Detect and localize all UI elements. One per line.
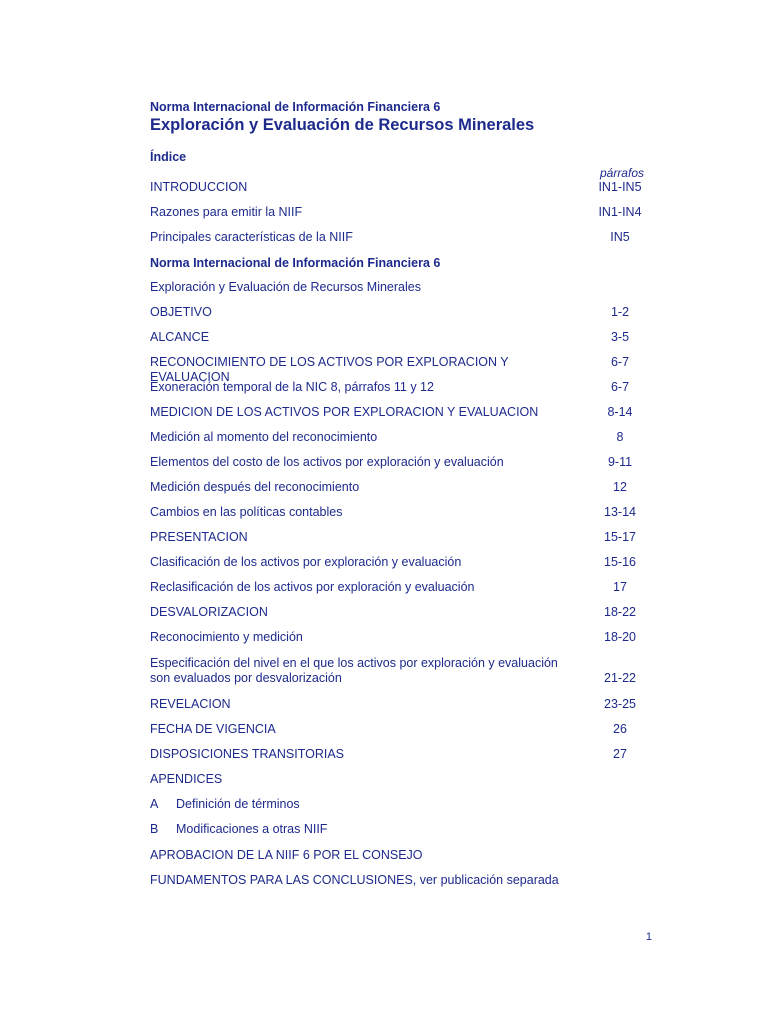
toc-paragraph-ref: 1-2 [610,305,630,319]
toc-entry-title [150,697,585,712]
standard-kicker: Norma Internacional de Información Financiera 6 [150,100,441,114]
toc-entry-title [150,822,585,837]
appendix-letter: B [150,822,159,836]
appendix-title: Modificaciones a otras NIIF [176,822,328,836]
toc-entry-text: Exploración y Evaluación de Recursos Minerales [150,280,421,294]
toc-entry-title [150,180,585,195]
toc-entry-text: DESVALORIZACION [150,605,268,619]
toc-entry-title [150,205,585,220]
toc-paragraph-ref: 27 [613,747,627,761]
toc-paragraph-ref: 8-14 [607,405,633,419]
toc-entry-text: FUNDAMENTOS PARA LAS CONCLUSIONES, ver publicación separada [150,873,559,887]
toc-paragraph-ref: 13-14 [604,505,636,519]
toc-entry-title [150,848,585,863]
toc-entry-text: MEDICION DE LOS ACTIVOS POR EXPLORACION Y EVALUACION [150,405,539,419]
toc-paragraph-ref: 6-7 [610,380,630,394]
appendix-title: Definición de términos [176,797,300,811]
toc-entry-title [150,772,585,787]
toc-entry-title [150,747,585,762]
toc-paragraph-ref: 26 [613,722,627,736]
toc-paragraph-ref: 18-22 [604,605,636,619]
toc-entry-title [150,505,585,520]
toc-entry-text: APENDICES [150,772,223,786]
toc-entry-title [150,330,585,345]
toc-entry-text: Principales características de la NIIF [150,230,353,244]
toc-entry-title [150,480,585,495]
toc-paragraph-ref: IN1-IN4 [598,205,642,219]
toc-entry-title [150,305,585,320]
toc-entry-title [150,230,585,245]
toc-entry-title [150,256,585,271]
toc-paragraph-ref: 21-22 [604,671,636,685]
toc-entry-title [150,430,585,445]
appendix-letter: A [150,797,159,811]
toc-entry-text: OBJETIVO [150,305,212,319]
toc-entry-title [150,656,585,686]
toc-entry-title [150,873,585,888]
toc-paragraph-ref: 8 [616,430,624,444]
toc-entry-text: DISPOSICIONES TRANSITORIAS [150,747,345,761]
toc-paragraph-ref: 15-17 [604,530,636,544]
toc-paragraph-ref: 18-20 [604,630,636,644]
toc-paragraph-ref: 17 [613,580,627,594]
toc-entry-title [150,280,585,295]
toc-entry-text: Reconocimiento y medición [150,630,303,644]
toc-entry-title [150,605,585,620]
toc-paragraph-ref: IN5 [610,230,630,244]
toc-entry-text: Clasificación de los activos por exploración y evaluación [150,555,462,569]
toc-entry-text: APROBACION DE LA NIIF 6 POR EL CONSEJO [150,848,423,862]
toc-entry-title [150,380,585,395]
toc-paragraph-ref: 6-7 [610,355,630,369]
toc-entry-text: Reclasificación de los activos por exploración y evaluación [150,580,475,594]
toc-entry-text: REVELACION [150,697,231,711]
toc-entry-text: FECHA DE VIGENCIA [150,722,276,736]
toc-entry-title [150,555,585,570]
toc-entry-text: INTRODUCCION [150,180,248,194]
toc-entry-text: Razones para emitir la NIIF [150,205,303,219]
toc-entry-title [150,630,585,645]
toc-entry-text: Exoneración temporal de la NIC 8, párrafos 11 y 12 [150,380,434,394]
toc-paragraph-ref: 23-25 [604,697,636,711]
toc-entry-text: Elementos del costo de los activos por exploración y evaluación [150,455,504,469]
index-heading: Índice [150,150,187,164]
toc-paragraph-ref: 12 [613,480,627,494]
toc-entry-text: Especificación del nivel en el que los activos por exploración y evaluación [150,656,558,670]
toc-entry-title [150,530,585,545]
toc-paragraph-ref: IN1-IN5 [598,180,642,194]
paragraphs-column-label: párrafos [599,166,644,180]
toc-entry-text-continued: son evaluados por desvalorización [150,671,342,685]
toc-entry-text: ALCANCE [150,330,210,344]
toc-paragraph-ref: 15-16 [604,555,636,569]
toc-entry-text: Medición después del reconocimiento [150,480,360,494]
toc-entry-title [150,580,585,595]
document-title: Exploración y Evaluación de Recursos Minerales [150,116,535,134]
toc-entry-text: Medición al momento del reconocimiento [150,430,378,444]
toc-entry-title [150,797,585,812]
page-number: 1 [645,931,652,943]
toc-entry-text: PRESENTACION [150,530,248,544]
toc-entry-text: Norma Internacional de Información Financiera 6 [150,256,441,270]
toc-paragraph-ref: 9-11 [607,455,633,469]
toc-entry-title [150,405,585,420]
toc-paragraph-ref: 3-5 [610,330,630,344]
toc-entry-title [150,722,585,737]
toc-entry-text: Cambios en las políticas contables [150,505,343,519]
toc-entry-text: RECONOCIMIENTO DE LOS ACTIVOS POR EXPLORACION Y EVALUACION [150,355,509,384]
toc-entry-title [150,455,585,470]
